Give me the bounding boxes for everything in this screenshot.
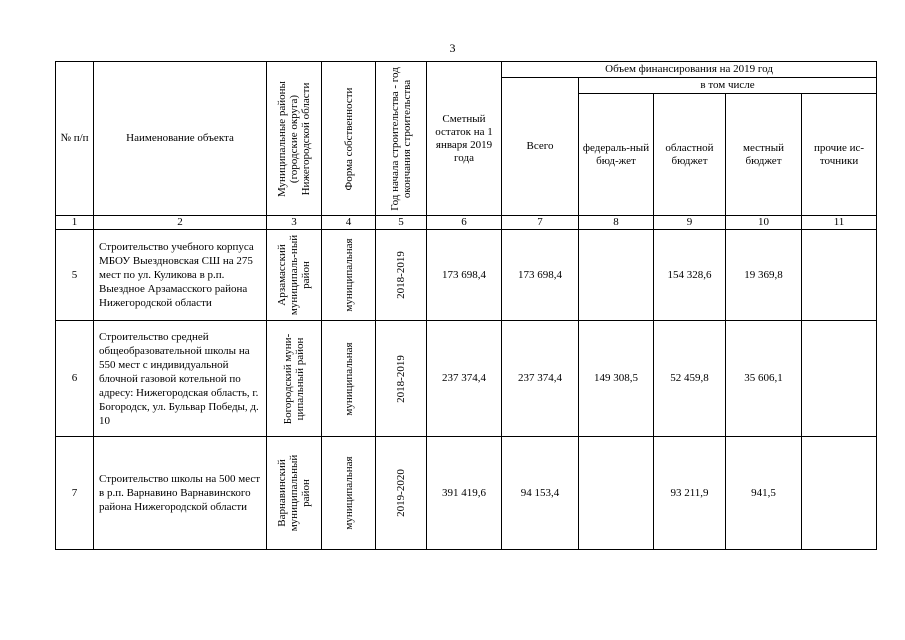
row-district: [267, 230, 322, 321]
row-district-text: Арзамасский муниципаль-ный район: [276, 234, 312, 316]
row-years: [376, 321, 427, 437]
header-ownership: [322, 62, 376, 216]
row-regional: 154 328,6: [654, 230, 726, 321]
header-federal: федераль-ный бюд-жет: [579, 94, 654, 216]
header-years: [376, 62, 427, 216]
row-district-text: Богородский муни-ципальный район: [282, 333, 306, 424]
column-number-row: [56, 216, 877, 230]
header-ownership-text: Форма собственности: [342, 87, 355, 190]
column-number: 6: [427, 216, 502, 230]
column-number: 4: [322, 216, 376, 230]
row-name: Строительство школы на 500 мест в р.п. Варнавино Варнавинского района Нижегородской области: [94, 437, 267, 550]
table-row: [56, 437, 877, 550]
row-local: 941,5: [726, 437, 802, 550]
column-number: 10: [726, 216, 802, 230]
table-row: [56, 321, 877, 437]
page-number: 3: [449, 41, 456, 55]
row-total: 94 153,4: [502, 437, 579, 550]
row-other: [802, 321, 877, 437]
row-district: [267, 321, 322, 437]
column-number: 3: [267, 216, 322, 230]
column-number: 7: [502, 216, 579, 230]
row-other: [802, 437, 877, 550]
header-district-text: Муниципальные районы (городские округа) Нижегородской области: [276, 80, 312, 197]
column-number: 11: [802, 216, 877, 230]
row-num: 7: [56, 437, 94, 550]
row-ownership: [322, 230, 376, 321]
row-ownership-text: муниципальная: [342, 341, 355, 416]
row-years-text: 2019-2020: [395, 469, 407, 517]
row-name: Строительство средней общеобразовательной школы на 550 мест с индивидуальной блочной газовой котельной по адресу: Нижегородская область, г. Богородск, ул. Бульвар Победы, д. 10: [94, 321, 267, 437]
row-estimate: 391 419,6: [427, 437, 502, 550]
column-number: 2: [94, 216, 267, 230]
header-local: местный бюджет: [726, 94, 802, 216]
row-district: [267, 437, 322, 550]
row-district-text: Варнавинский муниципальный район: [276, 454, 312, 532]
header-years-text: Год начала строительства - год окончания строительства: [389, 66, 413, 211]
row-other: [802, 230, 877, 321]
row-years-text: 2018-2019: [395, 251, 407, 299]
header-district: [267, 62, 322, 216]
row-federal: [579, 437, 654, 550]
row-ownership-text: муниципальная: [342, 456, 355, 530]
row-years: [376, 230, 427, 321]
row-regional: 93 211,9: [654, 437, 726, 550]
header-num: № п/п: [56, 62, 94, 216]
row-ownership-text: муниципальная: [342, 238, 355, 312]
column-number: 1: [56, 216, 94, 230]
row-estimate: 173 698,4: [427, 230, 502, 321]
table-row: [56, 230, 877, 321]
row-federal: 149 308,5: [579, 321, 654, 437]
header-name: Наименование объекта: [94, 62, 267, 216]
row-num: 6: [56, 321, 94, 437]
row-federal: [579, 230, 654, 321]
header-total: Всего: [502, 78, 579, 216]
column-number: 8: [579, 216, 654, 230]
row-total: 173 698,4: [502, 230, 579, 321]
column-number: 9: [654, 216, 726, 230]
row-years-text: 2018-2019: [395, 354, 407, 403]
row-name: Строительство учебного корпуса МБОУ Выездновская СШ на 275 мест по ул. Куликова в р.п. Выездное Арзамасского района Нижегородской области: [94, 230, 267, 321]
row-total: 237 374,4: [502, 321, 579, 437]
header-other: прочие ис-точники: [802, 94, 877, 216]
header-including: в том числе: [579, 78, 877, 94]
row-local: 19 369,8: [726, 230, 802, 321]
financing-table: [55, 61, 877, 550]
row-local: 35 606,1: [726, 321, 802, 437]
column-number: 5: [376, 216, 427, 230]
row-estimate: 237 374,4: [427, 321, 502, 437]
header-regional: областной бюджет: [654, 94, 726, 216]
header-estimate: Сметный остаток на 1 января 2019 года: [427, 62, 502, 216]
row-years: [376, 437, 427, 550]
header-financing: Объем финансирования на 2019 год: [502, 62, 877, 78]
row-num: 5: [56, 230, 94, 321]
row-ownership: [322, 437, 376, 550]
row-ownership: [322, 321, 376, 437]
row-regional: 52 459,8: [654, 321, 726, 437]
